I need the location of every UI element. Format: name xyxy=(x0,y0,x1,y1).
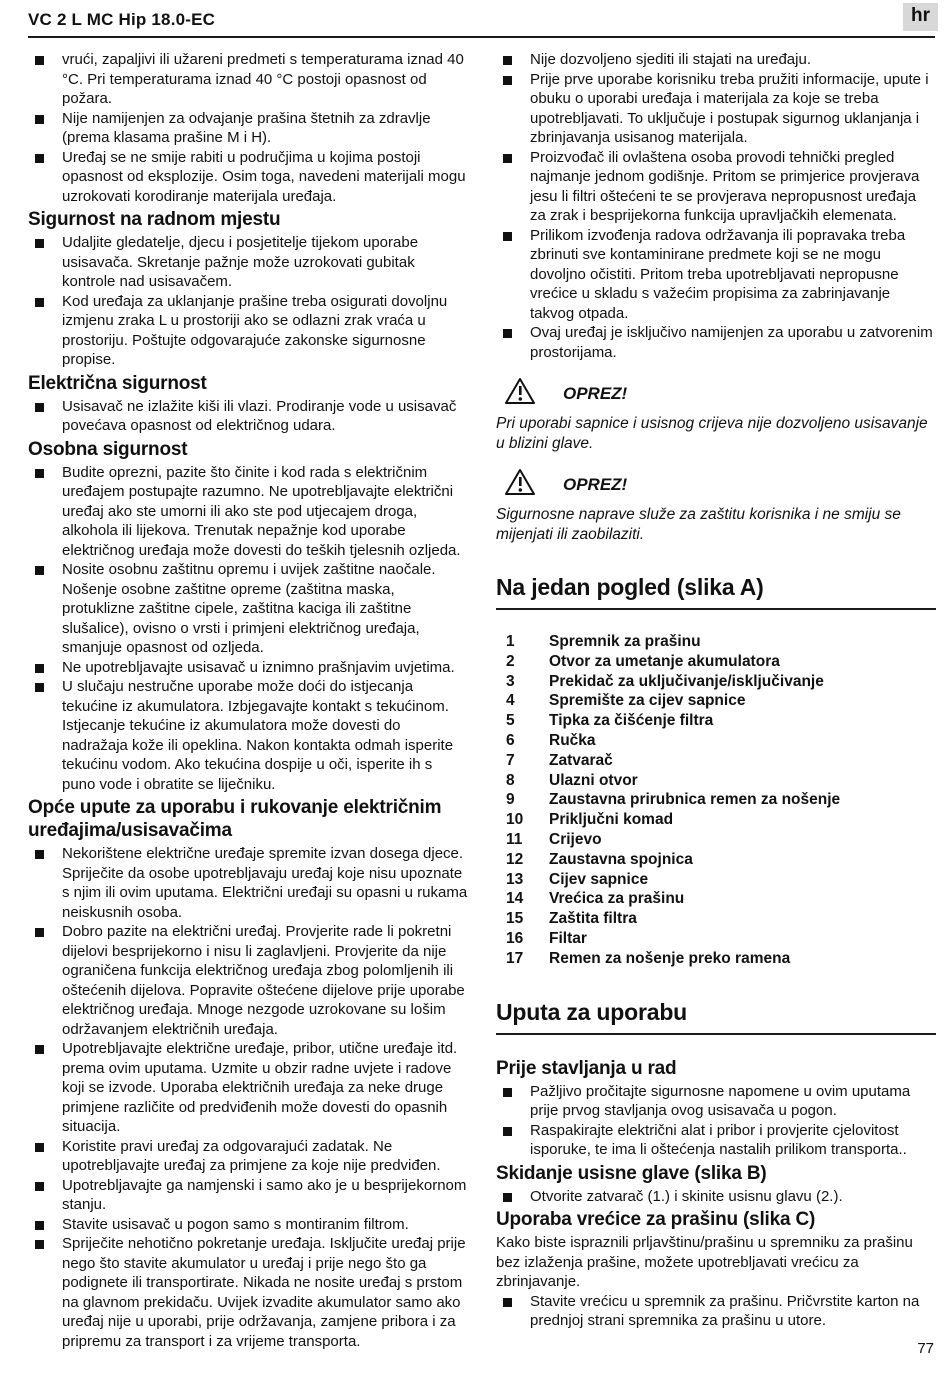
two-column-body xyxy=(0,38,950,1351)
left-column xyxy=(28,50,468,1351)
bullet-square-icon xyxy=(35,239,44,248)
warning-triangle-icon xyxy=(503,467,537,503)
bullet-text: Nije dozvoljeno sjediti ili stajati na uređaju. xyxy=(530,51,811,68)
bullet-text: Ne upotrebljavajte usisavač u iznimno prašnjavim uvjetima. xyxy=(62,658,455,676)
bullet-square-icon xyxy=(35,298,44,307)
section-bullet-list xyxy=(28,844,468,1351)
bullet-square-icon xyxy=(35,1143,44,1152)
bullet-text: Proizvođač ili ovlaštena osoba provodi tehnički pregled najmanje jednom godišnje. Pritom se primjerice provjerava jesu li filtri oštećeni te se provjerava nepropusnost uređaja za zrak i besprijekorna funkcija upravljačkih elemenata. xyxy=(530,148,920,224)
overview-item-label: Ulazni otvor xyxy=(549,771,638,789)
bullet-item xyxy=(28,1234,468,1351)
bullet-text: Spriječite nehotično pokretanje uređaja. Isključite uređaj prije nego što stavite akumulator u uređaj i prije nego što ga podignete ili transportirate. Nikada ne nosite uređaj s prstom na glavnom prekidaču. Uvijek izvadite akumulator samo ako uređaj nije u uporabi, prije održavanja, zamjene pribora i za pripremu za transport i za vrijeme transporta. xyxy=(62,1235,466,1350)
intro-bullet-list xyxy=(28,50,468,206)
overview-item-number: 4 xyxy=(506,692,515,710)
usage-heading: Uputa za uporabu xyxy=(496,999,936,1035)
bullet-item xyxy=(28,560,468,658)
subsection-bullet-list xyxy=(496,1082,936,1160)
subsection-remove-suction-head xyxy=(496,1162,936,1207)
bullet-square-icon xyxy=(35,469,44,478)
overview-item-label: Spremnik za prašinu xyxy=(549,633,701,650)
overview-item-label: Vrećica za prašinu xyxy=(549,890,685,908)
bullet-text: Dobro pazite na električni uređaj. Provjerite rade li pokretni dijelovi besprijekorno i nisu li zaglavljeni. Provjerite da nije ograničena funkcija električnog uređaja zbog polomljenih ili oštećenih dijelova. Popravite oštećene dijelove prije uporabe električnog uređaja. Mnoge nezgode uzrokovane su lošim održavanjem električnih uređaja. xyxy=(62,923,465,1038)
bullet-square-icon xyxy=(35,1045,44,1054)
bullet-text: U slučaju nestručne uporabe može doći do istjecanja tekućine iz akumulatora. Izbjegavajte kontakt s tekućinom. Istjecanje tekućine iz akumulatora može dovesti do nadražaja kože ili opeklina. Nakon kontakta odmah isperite tekućinu vodom. Ako tekućina dospije u oči, isperite ih s puno vode i obratite se liječniku. xyxy=(62,678,454,793)
bullet-item xyxy=(28,1176,468,1215)
overview-item-label: Zatvarač xyxy=(549,751,613,769)
bullet-item xyxy=(496,226,936,324)
bullet-item xyxy=(496,1292,936,1331)
bullet-square-icon xyxy=(35,683,44,692)
bullet-item xyxy=(28,1215,468,1235)
bullet-item xyxy=(496,323,936,362)
overview-heading: Na jedan pogled (slika A) xyxy=(496,574,936,610)
page-header xyxy=(0,0,950,30)
bullet-text: Uređaj se ne smije rabiti u područjima u kojima postoji opasnost od eksplozije. Osim toga, navedeni materijali mogu uzrokovati korodiranje materijala uređaja. xyxy=(62,148,466,205)
warning-text: Sigurnosne naprave služe za zaštitu korisnika i ne smiju se mijenjati ili zaobilaziti. xyxy=(496,506,901,543)
bullet-text: Koristite pravi uređaj za odgovarajući zadatak. Ne upotrebljavajte uređaj za primjene za koje nije predviđen. xyxy=(62,1137,441,1174)
warning-block-1 xyxy=(496,376,936,453)
warning-label: OPREZ! xyxy=(563,475,628,494)
subsection-paragraph: Kako biste ispraznili prljavštinu/prašinu u spremniku za prašinu bez izlaženja prašine, možete upotrebljavati vrećicu za zbrinjavanje. xyxy=(496,1234,913,1291)
overview-item-number: 15 xyxy=(506,910,524,928)
warning-triangle-icon xyxy=(503,376,537,412)
overview-item-label: Ručka xyxy=(549,731,596,749)
bullet-square-icon xyxy=(35,403,44,412)
overview-item-number: 2 xyxy=(506,652,515,670)
bullet-item xyxy=(496,1082,936,1121)
overview-item-number: 14 xyxy=(506,890,524,908)
overview-item xyxy=(496,909,936,929)
bullet-text: Otvorite zatvarač (1.) i skinite usisnu glavu (2.). xyxy=(530,1187,843,1205)
subsection-heading: Prije stavljanja u rad xyxy=(496,1057,677,1079)
overview-item-number: 7 xyxy=(506,751,515,769)
language-badge: hr xyxy=(903,3,938,31)
bullet-item xyxy=(28,1137,468,1176)
overview-item-label: Filtar xyxy=(549,929,587,947)
bullet-item xyxy=(28,233,468,292)
overview-item xyxy=(496,632,936,652)
bullet-square-icon xyxy=(35,664,44,673)
overview-item-number: 13 xyxy=(506,870,524,888)
section-bullet-list xyxy=(28,233,468,370)
subsection-heading: Uporaba vrećice za prašinu (slika C) xyxy=(496,1209,816,1231)
section-bullet-list xyxy=(28,463,468,795)
overview-item-number: 5 xyxy=(506,712,515,730)
bullet-square-icon xyxy=(35,1182,44,1191)
overview-item-number: 1 xyxy=(506,633,515,650)
page-number: 77 xyxy=(917,1340,934,1357)
bullet-item xyxy=(496,50,936,70)
overview-item xyxy=(496,810,936,830)
bullet-square-icon xyxy=(503,232,512,241)
bullet-square-icon xyxy=(35,928,44,937)
bullet-text: Nekorištene električne uređaje spremite izvan dosega djece. Spriječite da osobe upotrebljavaju uređaj koje nisu upoznate s njim ili ovim uputama. Električni uređaji su opasni u rukama neiskusnih osoba. xyxy=(62,845,468,921)
overview-item-label: Zaustavna prirubnica remen za nošenje xyxy=(549,791,841,809)
overview-item-number: 17 xyxy=(506,949,524,967)
bullet-text: Budite oprezni, pazite što činite i kod rada s električnim uređajem postupajte razumno. Ne upotrebljavajte električni uređaj ako ste umorni ili ako ste pod utjecajem droga, alkohola ili lijekova. Trenutak nepažnje kod uporabe električnog uređaja može dovesti do teških tjelesnih ozljeda. xyxy=(62,463,461,559)
section-workplace-safety xyxy=(28,208,468,370)
bullet-item xyxy=(496,148,936,226)
section-electrical-safety xyxy=(28,372,468,436)
warning-text: Pri uporabi sapnice i usisnog crijeva nije dozvoljeno usisavanje u blizini glave. xyxy=(496,415,928,452)
overview-item xyxy=(496,949,936,969)
overview-item xyxy=(496,711,936,731)
bullet-item xyxy=(28,50,468,109)
bullet-square-icon xyxy=(35,1240,44,1249)
warning-header xyxy=(496,467,936,503)
bullet-text: Prije prve uporabe korisniku treba pružiti informacije, upute i obuku o uporabi uređaja i materijala za koje se treba upotrebljavati. To uključuje i postupak sigurnog uklanjanja i zbrinjavanja usisanog materijala. xyxy=(530,70,929,146)
bullet-text: Ovaj uređaj je isključivo namijenjen za uporabu u zatvorenim prostorijama. xyxy=(530,324,933,361)
bullet-square-icon xyxy=(503,76,512,85)
section-heading: Sigurnost na radnom mjestu xyxy=(28,209,281,230)
bullet-square-icon xyxy=(35,154,44,163)
bullet-square-icon xyxy=(503,1088,512,1097)
right-column xyxy=(496,50,936,1351)
bullet-item xyxy=(28,844,468,922)
bullet-square-icon xyxy=(35,566,44,575)
overview-item xyxy=(496,889,936,909)
bullet-text: Stavite vrećicu u spremnik za prašinu. Pričvrstite karton na prednjoj strani spremnika za prašinu u utore. xyxy=(530,1292,920,1330)
overview-numbered-list xyxy=(496,632,936,969)
overview-item xyxy=(496,790,936,810)
bullet-text: Raspakirajte električni alat i pribor i provjerite cjelovitost isporuke, te ima li oštećenja nastalih prilikom transporta.. xyxy=(530,1121,907,1159)
bullet-text: Nije namijenjen za odvajanje prašina štetnih za zdravlje (prema klasama prašine M i H). xyxy=(62,109,431,146)
bullet-text: Upotrebljavajte električne uređaje, pribor, utične uređaje itd. prema ovim uputama. Uzmite u obzir radne uvjete i radove koji se izvode. Uporaba električnih uređaja za neke druge primjene različite od predviđenih može dovesti do opasnih situacija. xyxy=(62,1040,458,1135)
warning-header xyxy=(496,376,936,412)
overview-item-number: 16 xyxy=(506,929,524,947)
overview-item-label: Zaustavna spojnica xyxy=(549,850,693,868)
overview-item-number: 9 xyxy=(506,791,515,809)
bullet-square-icon xyxy=(503,154,512,163)
bullet-square-icon xyxy=(35,115,44,124)
warning-block-2 xyxy=(496,467,936,544)
bullet-text: Stavite usisavač u pogon samo s montiranim filtrom. xyxy=(62,1215,409,1233)
overview-item-label: Crijevo xyxy=(549,830,602,848)
overview-item xyxy=(496,672,936,692)
section-general-instructions xyxy=(28,796,468,1351)
bullet-item xyxy=(28,397,468,436)
section-overview xyxy=(496,574,936,969)
overview-item xyxy=(496,751,936,771)
subsection-dust-bag-usage xyxy=(496,1208,936,1331)
bullet-text: vrući, zapaljivi ili užareni predmeti s temperaturama iznad 40 °C. Pri temperaturama iznad 40 °C postoji opasnost od požara. xyxy=(62,51,464,107)
bullet-square-icon xyxy=(503,1193,512,1202)
section-usage xyxy=(496,999,936,1331)
bullet-item xyxy=(28,463,468,561)
overview-item xyxy=(496,771,936,791)
overview-item-number: 12 xyxy=(506,850,524,868)
overview-item-number: 6 xyxy=(506,731,515,749)
subsection-bullet-list xyxy=(496,1292,936,1331)
bullet-square-icon xyxy=(503,329,512,338)
bullet-square-icon xyxy=(35,850,44,859)
overview-item-number: 10 xyxy=(506,811,524,829)
overview-item xyxy=(496,850,936,870)
section-bullet-list xyxy=(28,397,468,436)
overview-item xyxy=(496,731,936,751)
bullet-square-icon xyxy=(503,1298,512,1307)
bullet-text: Pažljivo pročitajte sigurnosne napomene u ovim uputama prije prvog stavljanja ovog usisavača u pogon. xyxy=(530,1082,911,1120)
overview-item-label: Priključni komad xyxy=(549,811,674,829)
overview-item xyxy=(496,870,936,890)
section-personal-safety xyxy=(28,438,468,795)
overview-item-number: 11 xyxy=(506,830,523,848)
overview-item xyxy=(496,691,936,711)
bullet-text: Upotrebljavajte ga namjenski i samo ako je u besprijekornom stanju. xyxy=(62,1176,467,1213)
overview-item xyxy=(496,830,936,850)
bullet-text: Usisavač ne izlažite kiši ili vlazi. Prodiranje vode u usisavač povećava opasnost od električnog udara. xyxy=(62,397,457,434)
overview-item-label: Prekidač za uključivanje/isključivanje xyxy=(549,672,824,690)
bullet-item xyxy=(28,109,468,148)
overview-item-label: Remen za nošenje preko ramena xyxy=(549,949,791,967)
subsection-heading: Skidanje usisne glave (slika B) xyxy=(496,1162,767,1184)
overview-item-number: 8 xyxy=(506,771,515,789)
bullet-item xyxy=(496,70,936,148)
bullet-square-icon xyxy=(503,1127,512,1136)
bullet-item xyxy=(496,1121,936,1160)
overview-item xyxy=(496,652,936,672)
section-heading: Električna sigurnost xyxy=(28,372,207,394)
warning-label: OPREZ! xyxy=(563,384,628,403)
bullet-item xyxy=(28,677,468,794)
bullet-item xyxy=(496,1187,936,1207)
overview-item-label: Cijev sapnice xyxy=(549,870,649,888)
section-heading: Osobna sigurnost xyxy=(28,438,188,460)
overview-item-number: 3 xyxy=(506,672,515,690)
overview-item-label: Otvor za umetanje akumulatora xyxy=(549,652,780,670)
bullet-item xyxy=(28,292,468,370)
overview-item-label: Spremište za cijev sapnice xyxy=(549,692,746,710)
bullet-square-icon xyxy=(35,1221,44,1230)
product-title: VC 2 L MC Hip 18.0-EC xyxy=(28,10,216,29)
bullet-text: Prilikom izvođenja radova održavanja ili popravaka treba zbrinuti sve kontaminirane predmete koji se ne mogu dovoljno očistiti. Pritom treba upotrebljavati nepropusne vrećice u skladu s važećim propisima za zabrinjavanje takvog otpada. xyxy=(530,226,906,322)
intro-bullet-list xyxy=(496,50,936,362)
bullet-square-icon xyxy=(503,56,512,65)
bullet-text: Udaljite gledatelje, djecu i posjetitelje tijekom uporabe usisavača. Skretanje pažnje može uzrokovati gubitak kontrole nad usisavačem. xyxy=(62,234,419,290)
bullet-item xyxy=(28,922,468,1039)
bullet-text: Kod uređaja za uklanjanje prašine treba osigurati dovoljnu izmjenu zraka L u prostoriji ako se odlazni zrak vraća u prostoriju. Poštujte odgovarajuće zakonske sigurnosne propise. xyxy=(62,292,448,368)
subsection-bullet-list xyxy=(496,1187,936,1207)
bullet-square-icon xyxy=(35,56,44,65)
overview-item-label: Tipka za čišćenje filtra xyxy=(549,712,714,730)
overview-item-label: Zaštita filtra xyxy=(549,910,637,928)
bullet-item xyxy=(28,1039,468,1137)
overview-item xyxy=(496,929,936,949)
bullet-item xyxy=(28,148,468,207)
bullet-item xyxy=(28,658,468,678)
bullet-text: Nosite osobnu zaštitnu opremu i uvijek zaštitne naočale. Nošenje osobne zaštitne opreme (zaštitna maska, protuklizne zaštitne cipele, zaštitna kaciga ili zaštitne slušalice), ovisno o vrsti i primjeni električnog uređaja, smanjuje opasnost od ozljeda. xyxy=(62,561,436,656)
subsection-before-operation xyxy=(496,1057,936,1160)
section-heading: Opće upute za uporabu i rukovanje električnim uređajima/usisavačima xyxy=(28,797,442,841)
